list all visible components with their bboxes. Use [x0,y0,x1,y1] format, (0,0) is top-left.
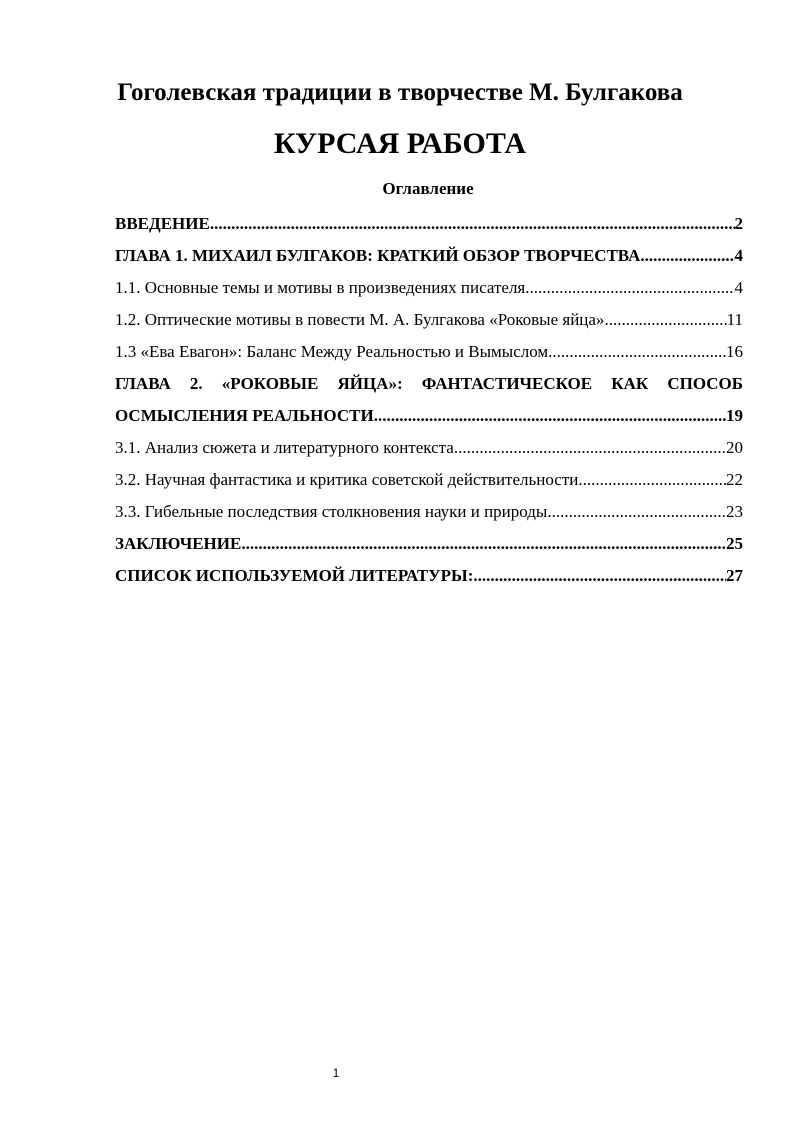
toc-leader-dots [525,272,734,304]
toc-leader-dots [640,240,734,272]
toc-leader-dots [241,528,726,560]
toc-entry-text: 1.2. Оптические мотивы в повести М. А. Булгакова «Роковые яйца» [115,310,605,329]
toc-leader-dots [473,560,726,592]
toc-leader-dots [374,400,726,432]
toc-entry-bibliography[interactable] [115,560,743,592]
toc-entry-3-2[interactable] [115,464,743,496]
toc-entry-chapter-2-line1[interactable]: ГЛАВА 2. «РОКОВЫЕ ЯЙЦА»: ФАНТАСТИЧЕСКОЕ КАК СПОСОБ [115,374,743,393]
toc-leader-dots [578,464,726,496]
toc-entry-page: 23 [726,502,743,521]
toc-leader-dots [547,496,726,528]
toc-leader-dots [604,304,726,336]
table-of-contents [115,208,743,592]
toc-entry-page: 27 [726,566,743,585]
toc-entry-1-1[interactable] [115,272,743,304]
toc-entry-text: 3.1. Анализ сюжета и литературного контекста [115,438,454,457]
toc-entry-chapter-1[interactable] [115,240,743,272]
toc-entry-page: 4 [734,278,743,297]
toc-entry-3-1[interactable] [115,432,743,464]
toc-entry-1-3[interactable] [115,336,743,368]
document-title: Гоголевская традиции в творчестве М. Булгакова [117,79,683,106]
toc-entry-page: 20 [726,438,743,457]
toc-entry-page: 22 [726,470,743,489]
toc-entry-1-2[interactable] [115,304,743,336]
toc-entry-text: 1.1. Основные темы и мотивы в произведениях писателя [115,278,526,297]
toc-entry-text: ОСМЫСЛЕНИЯ РЕАЛЬНОСТИ [115,406,374,425]
toc-entry-page: 2 [734,214,743,233]
toc-entry-page: 19 [726,406,743,425]
toc-entry-page: 16 [726,342,743,361]
toc-leader-dots [210,208,735,240]
toc-entry-text: СПИСОК ИСПОЛЬЗУЕМОЙ ЛИТЕРАТУРЫ: [115,566,474,585]
toc-entry-text: ГЛАВА 1. МИХАИЛ БУЛГАКОВ: КРАТКИЙ ОБЗОР ТВОРЧЕСТВА [115,246,641,265]
toc-entry-conclusion[interactable] [115,528,743,560]
page-number: 1 [332,1066,340,1080]
toc-entry-text: 3.2. Научная фантастика и критика советской действительности [115,470,579,489]
toc-entry-text: 1.3 «Ева Евагон»: Баланс Между Реальностью и Вымыслом [115,342,549,361]
toc-entry-introduction[interactable] [115,208,743,240]
document-subtitle: КУРСАЯ РАБОТА [273,127,527,160]
toc-entry-page: 11 [726,310,743,329]
toc-entry-text: ЗАКЛЮЧЕНИЕ [115,534,242,553]
toc-entry-page: 4 [734,246,743,265]
toc-entry-text: 3.3. Гибельные последствия столкновения науки и природы [115,502,548,521]
toc-leader-dots [454,432,726,464]
toc-entry-text: ВВЕДЕНИЕ [115,214,210,233]
toc-entry-3-3[interactable] [115,496,743,528]
toc-entry-page: 25 [726,534,743,553]
toc-leader-dots [548,336,726,368]
toc-heading: Оглавление [382,179,474,198]
toc-entry-chapter-2[interactable] [115,400,743,432]
